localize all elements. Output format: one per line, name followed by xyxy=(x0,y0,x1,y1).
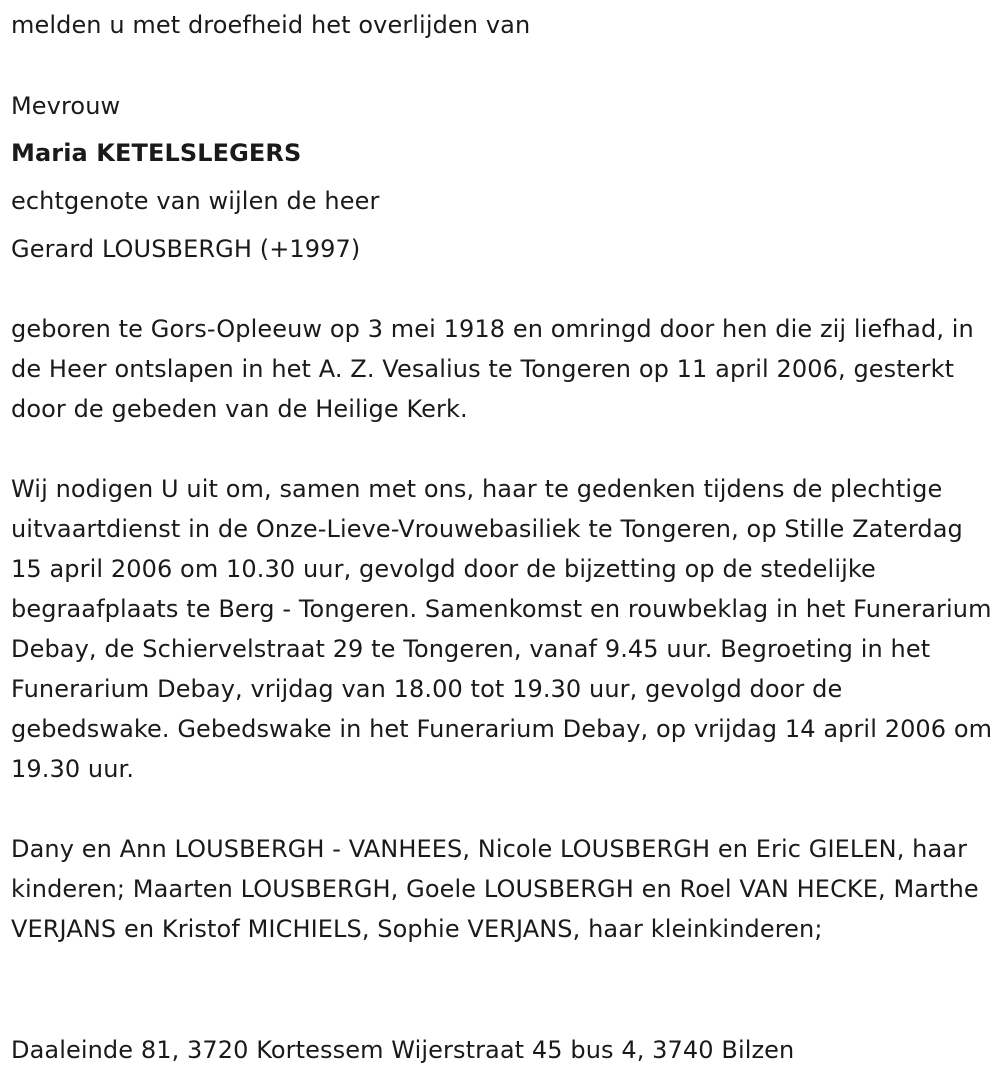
spouse-name: Gerard LOUSBERGH (+1997) xyxy=(11,235,361,263)
birth-death-paragraph: geboren te Gors-Opleeuw op 3 mei 1918 en omringd door hen die zij liefhad, in de Heer ontslapen in het A. Z. Vesalius te Tongeren op 11 april 2006, gesterkt door de gebeden van de Heilige Kerk. xyxy=(11,315,974,423)
addresses: Daaleinde 81, 3720 Kortessem Wijerstraat 45 bus 4, 3740 Bilzen xyxy=(11,1036,795,1064)
relation-text: echtgenote van wijlen de heer xyxy=(11,187,380,215)
salutation: Mevrouw xyxy=(11,92,121,120)
deceased-name: Maria KETELSLEGERS xyxy=(11,139,302,167)
family-paragraph: Dany en Ann LOUSBERGH - VANHEES, Nicole LOUSBERGH en Eric GIELEN, haar kinderen; Maarten LOUSBERGH, Goele LOUSBERGH en Roel VAN HECKE, Marthe VERJANS en Kristof MICHIELS, Sophie VERJANS, haar kleinkinderen; xyxy=(11,835,979,943)
funeral-invitation-paragraph: Wij nodigen U uit om, samen met ons, haar te gedenken tijdens de plechtige uitvaartdienst in de Onze-Lieve-Vrouwebasiliek te Tongeren, op Stille Zaterdag 15 april 2006 om 10.30 uur, gevolgd door de bijzetting op de stedelijke begraafplaats te Berg - Tongeren. Samenkomst en rouwbeklag in het Funerarium Debay, de Schiervelstraat 29 te Tongeren, vanaf 9.45 uur. Begroeting in het Funerarium Debay, vrijdag van 18.00 tot 19.30 uur, gevolgd door de gebedswake. Gebedswake in het Funerarium Debay, op vrijdag 14 april 2006 om 19.30 uur. xyxy=(11,475,993,783)
intro-text: melden u met droefheid het overlijden van xyxy=(11,11,531,39)
